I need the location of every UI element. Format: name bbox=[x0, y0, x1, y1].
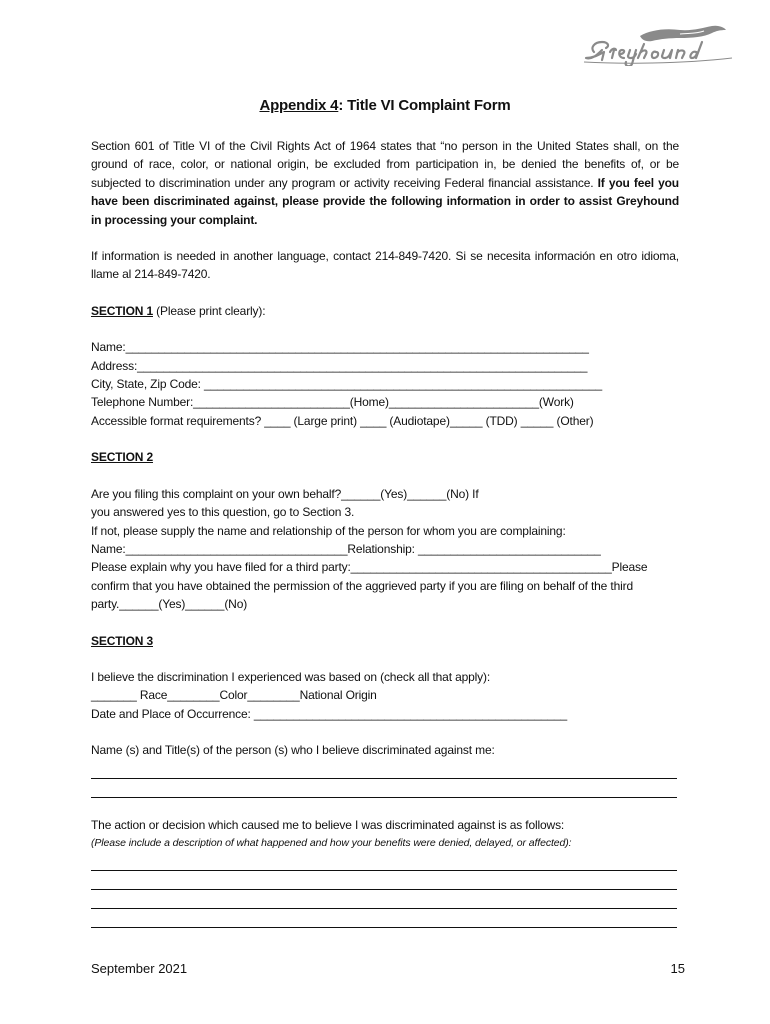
name-field[interactable]: Name:_______________________________________________________________________ bbox=[91, 340, 589, 355]
telephone-field[interactable]: Telephone Number:________________________(Home)_______________________(Work) bbox=[91, 395, 574, 410]
intro-paragraph bbox=[91, 137, 679, 229]
page-number: 15 bbox=[670, 961, 685, 976]
page-title bbox=[0, 97, 770, 114]
third-party-name-field[interactable]: Name:__________________________________Relationship: ____________________________ bbox=[91, 541, 601, 556]
page-footer bbox=[91, 961, 685, 976]
language-note: If information is needed in another language, contact 214-849-7420. Si se necesita información en otro idioma, llame al 214-849-7420. bbox=[91, 249, 679, 282]
accessible-format-field[interactable]: Accessible format requirements? ____ (Large print) ____ (Audiotape)_____ (TDD) _____ (Other) bbox=[91, 413, 594, 428]
basis-prompt: I believe the discrimination I experienced was based on (check all that apply): bbox=[91, 669, 491, 684]
names-answer-line-1[interactable] bbox=[91, 760, 677, 779]
section2-heading: SECTION 2 bbox=[91, 450, 153, 465]
footer-date: September 2021 bbox=[91, 961, 188, 976]
section1-note: (Please print clearly): bbox=[153, 303, 266, 318]
address-field[interactable]: Address:_____________________________________________________________________ bbox=[91, 358, 588, 373]
form-body bbox=[91, 137, 679, 928]
action-answer-line-2[interactable] bbox=[91, 871, 677, 890]
greyhound-dog-icon bbox=[580, 22, 740, 66]
intro-text: Section 601 of Title VI of the Civil Rights Act of 1964 states that “no person in the United States shall, on the ground of race, color, or national origin, be excluded from participation in, be denied the benefits of, or be subjected to discrimination under any program or activity receiving Federal financial assistance. bbox=[91, 139, 679, 190]
action-note: (Please include a description of what happened and how your benefits were denied, delayed, or affected): bbox=[91, 836, 572, 849]
city-state-zip-field[interactable]: City, State, Zip Code: _____________________________________________________________ bbox=[91, 377, 602, 392]
section1-heading: SECTION 1 bbox=[91, 303, 153, 318]
action-answer-line-4[interactable] bbox=[91, 909, 677, 928]
action-answer-line-3[interactable] bbox=[91, 890, 677, 909]
date-place-field[interactable]: Date and Place of Occurrence: ________________________________________________ bbox=[91, 706, 568, 721]
names-titles-prompt: Name (s) and Title(s) of the person (s) who I believe discriminated against me: bbox=[91, 743, 495, 758]
section3-heading: SECTION 3 bbox=[91, 633, 153, 648]
intro-bold-text: If you feel you have been discriminated against, please provide the following information in order to assist Greyhound in processing your complaint. bbox=[91, 175, 679, 227]
action-answer-line-1[interactable] bbox=[91, 852, 677, 871]
appendix-label: Appendix 4 bbox=[259, 97, 339, 114]
third-party-explanation-field[interactable]: Please explain why you have filed for a third party:________________________________________Please confirm that you have obtained the permission of the aggrieved party if you are filing on behalf of the third party.______(Yes)______(No) bbox=[91, 560, 648, 612]
section1-heading-row bbox=[91, 302, 679, 320]
title-text: : Title VI Complaint Form bbox=[338, 97, 511, 114]
greyhound-logo bbox=[580, 22, 740, 66]
names-answer-line-2[interactable] bbox=[91, 779, 677, 798]
go-to-section3-note: you answered yes to this question, go to Section 3. bbox=[91, 505, 355, 520]
own-behalf-question[interactable]: Are you filing this complaint on your own behalf?______(Yes)______(No) If bbox=[91, 486, 479, 501]
third-party-prompt: If not, please supply the name and relationship of the person for whom you are complaining: bbox=[91, 523, 566, 538]
basis-checklist[interactable]: _______ Race________Color________National Origin bbox=[91, 688, 377, 703]
action-prompt: The action or decision which caused me to believe I was discriminated against is as follows: bbox=[91, 817, 565, 832]
